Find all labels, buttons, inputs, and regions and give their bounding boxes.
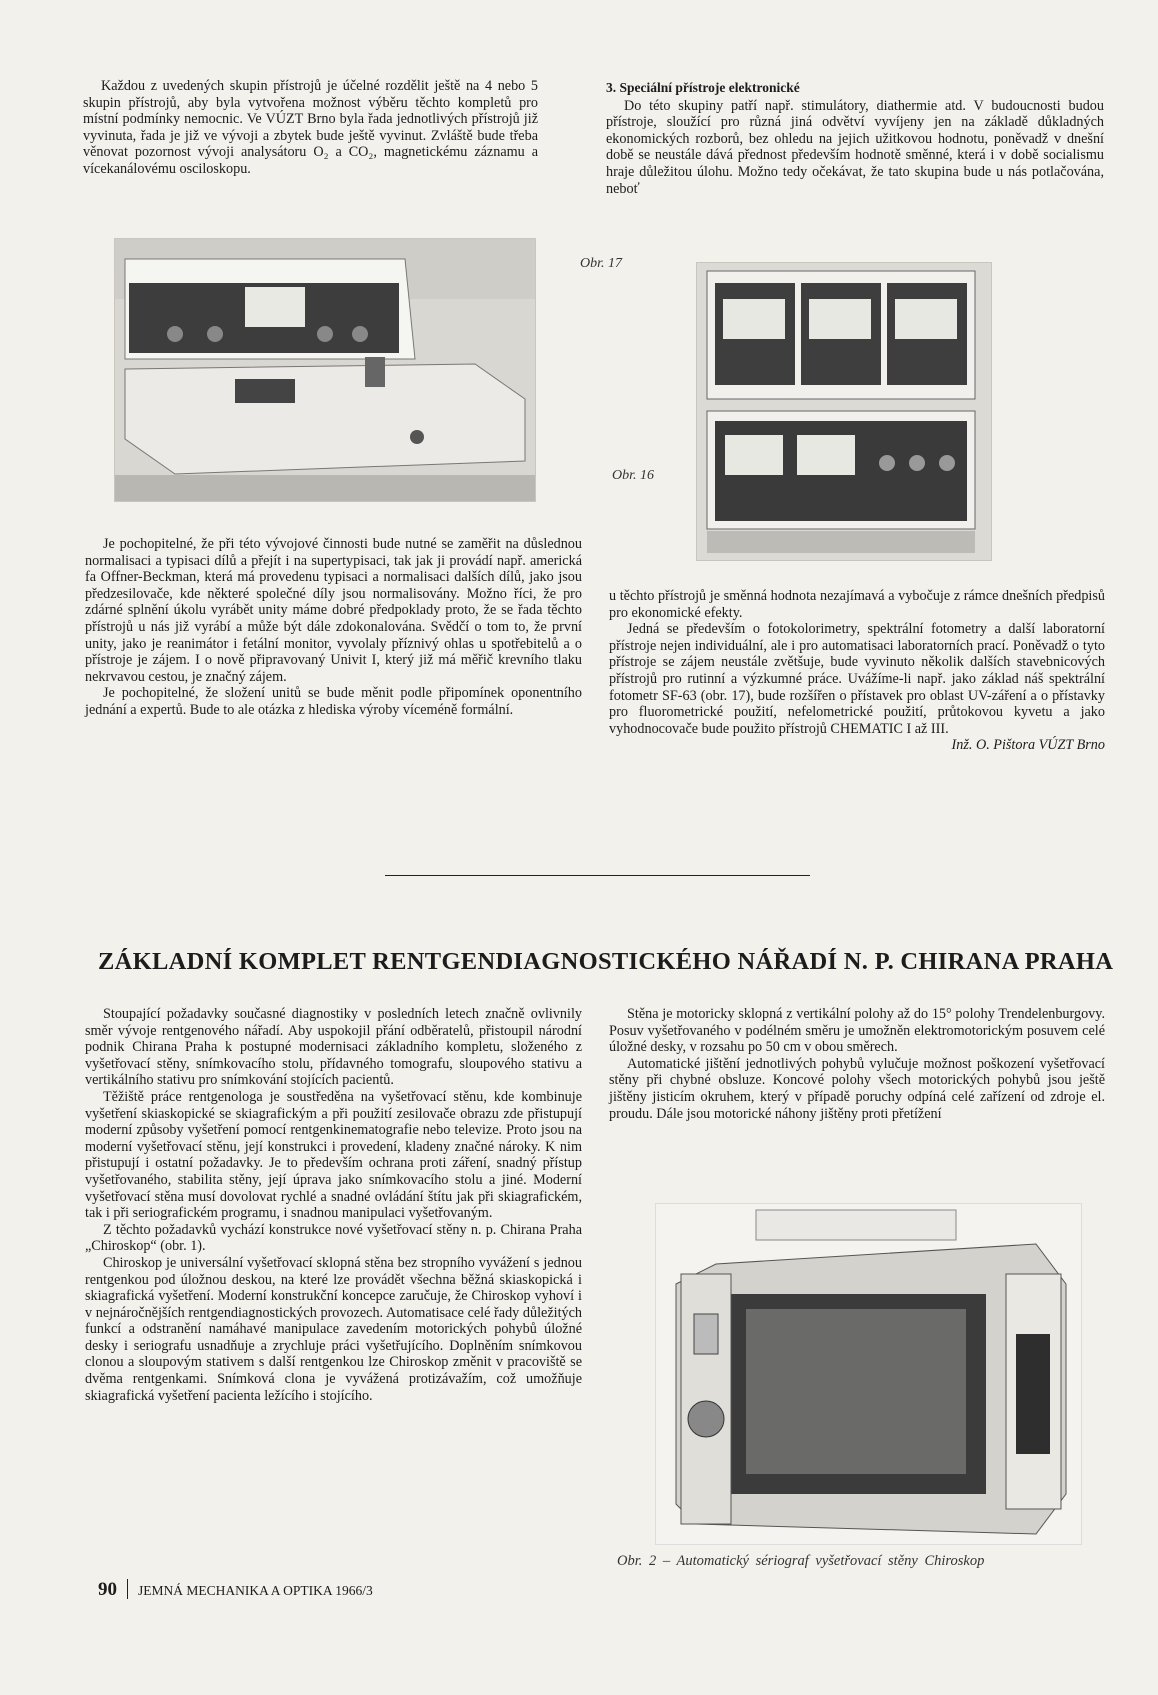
top-right-column (606, 80, 1104, 197)
top-left-column (83, 78, 538, 178)
section-divider (385, 875, 810, 876)
paragraph: Automatické jištění jednotlivých pohybů vylučuje možnost poškození vyšetřovací stěny při chybné obsluze. Koncové polohy všech motorických pohybů jsou ještě jištěny jisticím okruhem, který v případě poruchy odpíná celé zařízení od zdroje el. proudu. Dále jsou motorické náhony jištěny proti přetížení (609, 1055, 1105, 1122)
journal-name: JEMNÁ MECHANIKA A OPTIKA 1966/3 (138, 1583, 373, 1598)
author-signature: Inž. O. Pištora VÚZT Brno (951, 737, 1105, 754)
photo-chiroskop-seriograph (655, 1203, 1082, 1545)
figure-caption-obr17: Obr. 17 (580, 256, 623, 271)
paragraph: Chiroskop je universální vyšetřovací sklopná stěna bez stropního vyvážení s jednou rentgenkou pod úložnou deskou, na které lze provádět všechna běžná skiaskopická i skiagrafická vyšetření. Moderní konstrukční koncepce zaručuje, že Chiroskop vyhoví i v nejnáročnějších rentgendiagnostických provozech. Automatisace celé řady důležitých funkcí a odstranění namáhavé manipulace zavedením motorických pohybů úložné desky i seriografu usnadňuje a zrychluje práci vyšetřujícího. Doplněním snímkovou clonou a sloupovým stativem s další rentgenkou lze Chiroskop změnit v pracoviště se dvěma rentgenkami. Snímková clona je vyvážená protizávažím, což umožňuje skiagrafická vyšetření pacienta ležícího i stojícího. (85, 1254, 582, 1404)
bottom-right-column (609, 1006, 1105, 1122)
paragraph: Je pochopitelné, že při této vývojové činnosti bude nutné se zaměřit na důslednou normalisaci a typisaci dílů a přejít i na supertypisaci, tak jak ji provádí např. americká fa Offner-Beckman, která má provedenu typisaci a normalisaci dalších dílů, jako jsou předzesilovače, kde některé společné díly jsou normalisovány. Možno říci, že pro zdárné splnění úkolu vyrábět unity máme dobré předpoklady proto, že se řada těchto přístrojů u nás již vyrábí a může být dále zdokonalována. Svědčí o tom to, že první unity, jako je reanimátor i fetální monitor, vyvolaly příznivý ohlas u spotřebitelů a o přístroje je zájem. I o nově připravovaný Univit I, který již má měřič krevního tlaku nekrvavou cestou, je značný zájem. (85, 536, 582, 685)
footer-separator (127, 1579, 128, 1599)
paragraph: u těchto přístrojů je směnná hodnota nezajímavá a vybočuje z rámce dnešních předpisů pro ekonomické efekty. (609, 588, 1105, 621)
bottom-left-column (85, 1006, 582, 1404)
photo-instrument-units (696, 262, 992, 561)
figure-caption-obr16: Obr. 16 (612, 468, 655, 483)
photo-spectral-photometer (114, 238, 536, 502)
paragraph: Každou z uvedených skupin přístrojů je účelné rozdělit ještě na 4 nebo 5 skupin přístrojů, aby byla vytvořena možnost výběru těchto kompletů pro místní podmínky nemocnic. Ve VÚZT Brno byla řada jednotlivých přístrojů již vyvinuta, řada je již ve vývoji a zbytek bude ještě vyvinut. Zvláště bude třeba věnovat pozornost vývoji analysátoru O₂ a CO₂, magnetickému záznamu a vícekanálovému osciloskopu. (83, 78, 538, 177)
paragraph: Stěna je motoricky sklopná z vertikální polohy až do 15° polohy Trendelenburgovy. Posuv vyšetřovaného v podélném směru je umožněn elektromotorickým posuvem celé úložné desky, v rozsahu po 50 cm v obou směrech. (609, 1006, 1105, 1056)
page-footer (98, 1579, 373, 1601)
paragraph: Do této skupiny patří např. stimulátory, diathermie atd. V budoucnosti budou přístroje, sloužící pro různá jiná odvětví vyvíjeny jen na základě důkladných ekonomických rozborů, bez ohledu na jejich užitkovou hodnotu, poněvadž v dnešní době se neustále dává přednost především hodnotě směnné, která i v době socialismu hraje důležitou úlohu. Možno tedy očekávat, že tato skupina bude u nás potlačována, neboť (606, 97, 1104, 197)
paragraph: Stoupající požadavky současné diagnostiky v posledních letech značně ovlivnily směr vývoje rentgenového nářadí. Aby uspokojil přání odběratelů, přistoupil národní podnik Chirana Praha k postupné modernisaci základního kompletu, složeného z vyšetřovací stěny, snímkovacího stolu, přídavného tomografu, sloupového stativu a vertikálního stativu pro snímkování stojících pacientů. (85, 1006, 582, 1089)
mid-left-column (85, 536, 582, 719)
mid-right-column (609, 588, 1105, 754)
paragraph: Těžiště práce rentgenologa je soustředěna na vyšetřovací stěnu, kde kombinuje vyšetření skiaskopické se skiagrafickým a při použití zesilovače obrazu zde přistupují moderní způsoby vyšetření pomocí rentgenkinematografie nebo televize. Proto jsou na moderní vyšetřovací stěnu, její konstrukci i provedení, kladeny značné nároky. K nim přistupují i ostatní požadavky. Je to především ochrana proti záření, snadný přístup vyšetřovaného, stabilita stěny, její úprava jako snímkovacího stolu a jiné. Moderní vyšetřovací stěna musí dovolovat rychlé a snadné ovládání štítu jak při skiagrafickém, tak i při seriografickém programu, i snadnou manipulaci vyšetřovaným. (85, 1088, 582, 1222)
section-heading: 3. Speciální přístroje elektronické (606, 80, 800, 95)
paragraph: Jedná se především o fotokolorimetry, spektrální fotometry a další laboratorní přístroje nejen individuální, ale i pro automatisaci laboratorních prací. Poněvadž o tyto přístroje se zájem neustále zvětšuje, bude vyvinuto několik dalších stavebnicových přístrojů pro rutinní a výzkumné práce. Uvážíme-li např. jako základ náš spektrální fotometr SF-63 (obr. 17), bude rozšířen o přístavek pro oblast UV-záření a o přístavky pro fluorometrické použití, nefelometrické použití, průtokovou kyvetu a jako vyhodnocovače bude použito přístrojů CHEMATIC I až III. (609, 621, 1105, 737)
page-number: 90 (98, 1579, 117, 1600)
paragraph: Z těchto požadavků vychází konstrukce nové vyšetřovací stěny n. p. Chirana Praha „Chiroskop“ (obr. 1). (85, 1221, 582, 1255)
figure-caption-obr2: Obr. 2 – Automatický sériograf vyšetřovací stěny Chiroskop (617, 1553, 985, 1569)
paragraph: Je pochopitelné, že složení unitů se bude měnit podle připomínek oponentního jednání a expertů. Bude to ale otázka z hlediska výroby víceméně formální. (85, 685, 582, 718)
article-title: ZÁKLADNÍ KOMPLET RENTGENDIAGNOSTICKÉHO NÁŘADÍ N. P. CHIRANA PRAHA (98, 948, 1114, 975)
